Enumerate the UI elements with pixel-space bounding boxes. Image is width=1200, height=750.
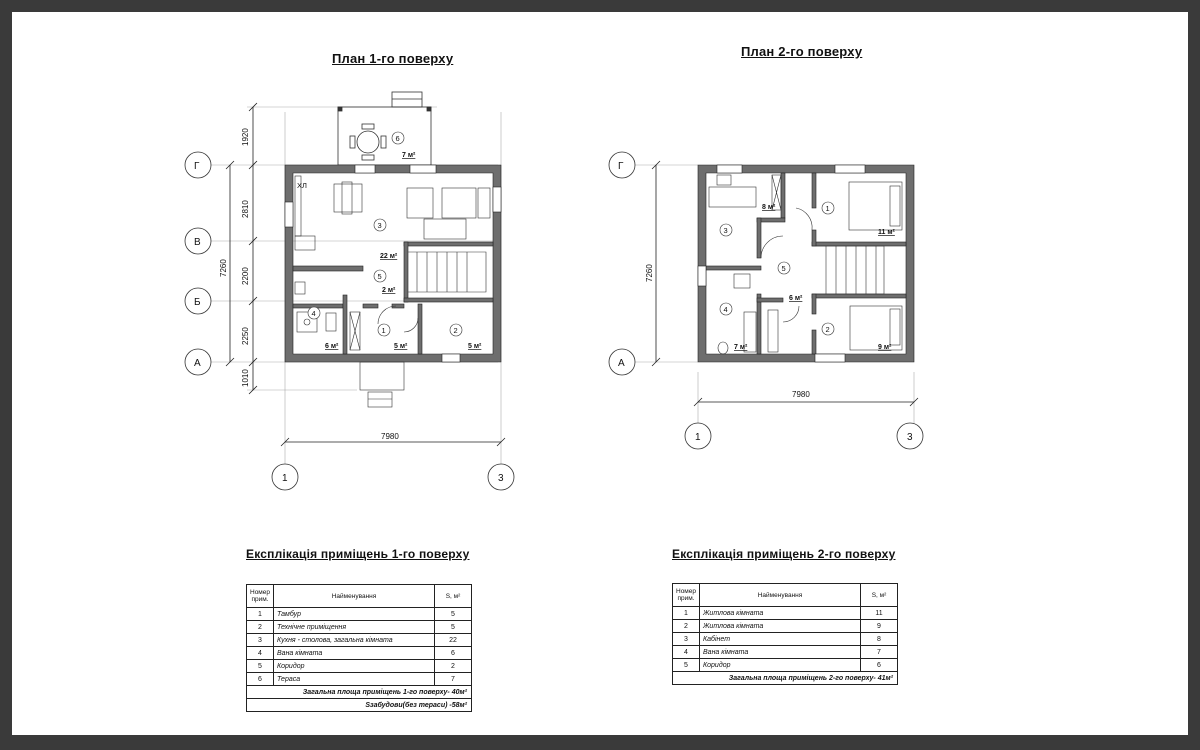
table2-cell-name: Коридор — [700, 659, 861, 672]
table1-cell-area: 5 — [435, 621, 472, 634]
table1-cell-num: 3 — [247, 634, 274, 647]
table2-cell-area: 9 — [861, 620, 898, 633]
table1-cell-num: 1 — [247, 608, 274, 621]
plan1-dim-2810: 2810 — [241, 200, 250, 218]
table2-cell-name: Кабінет — [700, 633, 861, 646]
plan1-area-corridor: 2 м² — [382, 287, 396, 294]
plan2-drawing — [12, 12, 1188, 735]
plan2-axis-1: 1 — [695, 432, 701, 443]
table1-title: Експлікація приміщень 1-го поверху — [246, 547, 470, 561]
plan2-furniture — [709, 175, 902, 354]
table-row — [247, 621, 472, 634]
plan1-dim-7980: 7980 — [381, 432, 399, 441]
plan1-dim-1920: 1920 — [241, 128, 250, 146]
table1-header-row — [247, 585, 472, 608]
plan2-dim-7980: 7980 — [792, 390, 810, 399]
plan2-title: План 2-го поверху — [741, 44, 863, 59]
table2-title: Експлікація приміщень 2-го поверху — [672, 547, 896, 561]
plan1-title: План 1-го поверху — [332, 51, 454, 66]
plan1-axis-V: В — [194, 237, 201, 248]
plan1-dim-2200: 2200 — [241, 267, 250, 285]
table2-cell-area: 11 — [861, 607, 898, 620]
table-row — [247, 634, 472, 647]
table1-cell-area: 5 — [435, 608, 472, 621]
table-row — [673, 607, 898, 620]
plan1-dim-7260: 7260 — [219, 259, 228, 277]
plan2-area-room2: 9 м² — [878, 344, 892, 351]
plan2-dimension-labels — [645, 264, 810, 399]
plan2-area-corridor: 6 м² — [789, 295, 803, 302]
plan2-room-2: 2 — [825, 325, 830, 334]
plan1-area-bath: 6 м² — [325, 343, 339, 350]
plan1-axis-B: Б — [194, 297, 201, 308]
table-row — [673, 633, 898, 646]
table2-cell-area: 8 — [861, 633, 898, 646]
table-row — [247, 673, 472, 686]
table1-cell-name: Тераса — [274, 673, 435, 686]
table2-cell-num: 3 — [673, 633, 700, 646]
table-row — [673, 620, 898, 633]
plan1-axis-G: Г — [194, 161, 200, 172]
table1-cell-num: 5 — [247, 660, 274, 673]
table1-total2-row — [247, 699, 472, 712]
plan2-walls — [698, 165, 914, 362]
plan2-area-bath: 7 м² — [734, 344, 748, 351]
table1-total: Загальна площа приміщень 1-го поверху- 40м² — [247, 686, 472, 699]
table2-cell-name: Вана кімната — [700, 646, 861, 659]
table1-header-area: S, м² — [435, 585, 472, 608]
table1-cell-name: Вана кімната — [274, 647, 435, 660]
plan1-room-3: 3 — [377, 221, 382, 230]
plan1-axis-A: А — [194, 358, 201, 369]
plan2-axis-3: 3 — [907, 432, 913, 443]
plan1-room-4: 4 — [311, 309, 316, 318]
table1-cell-area: 22 — [435, 634, 472, 647]
table2-cell-name: Житлова кімната — [700, 620, 861, 633]
plan2-room-1: 1 — [825, 204, 830, 213]
plan1-area-tech: 5 м² — [468, 343, 482, 350]
plan1-room-5: 5 — [377, 272, 382, 281]
plan2-area-room1: 11 м² — [878, 229, 895, 236]
table2-cell-num: 4 — [673, 646, 700, 659]
plan1-room-6: 6 — [395, 134, 400, 143]
table1-cell-name: Кухня - столова, загальна кімната — [274, 634, 435, 647]
table1 — [246, 584, 472, 712]
table-row — [673, 646, 898, 659]
plan1-area-vestibule: 5 м² — [394, 343, 408, 350]
table2-cell-num: 1 — [673, 607, 700, 620]
table1-cell-name: Тамбур — [274, 608, 435, 621]
plan2-dim-7260: 7260 — [645, 264, 654, 282]
plan1-room-1: 1 — [381, 326, 386, 335]
table1-cell-name: Коридор — [274, 660, 435, 673]
table1-cell-area: 2 — [435, 660, 472, 673]
table1-cell-area: 6 — [435, 647, 472, 660]
plan1-dim-2250: 2250 — [241, 327, 250, 345]
plan1-wardrobe-label: ХЛ — [297, 181, 307, 190]
table-row — [247, 647, 472, 660]
table2-total: Загальна площа приміщень 2-го поверху- 41м² — [673, 672, 898, 685]
table2-cell-area: 7 — [861, 646, 898, 659]
table2-cell-name: Житлова кімната — [700, 607, 861, 620]
table1-cell-num: 4 — [247, 647, 274, 660]
plan2-axis-G: Г — [618, 161, 624, 172]
table1-cell-area: 7 — [435, 673, 472, 686]
table1-cell-num: 2 — [247, 621, 274, 634]
table1-header-name: Найменування — [274, 585, 435, 608]
plan1-axis-3: 3 — [498, 473, 504, 484]
table1-cell-name: Технічне приміщення — [274, 621, 435, 634]
table2-cell-area: 6 — [861, 659, 898, 672]
plan1-axis-1: 1 — [282, 473, 288, 484]
table2-total-row — [673, 672, 898, 685]
table1-total-row — [247, 686, 472, 699]
table2-cell-num: 2 — [673, 620, 700, 633]
plan2-room-5: 5 — [781, 264, 786, 273]
plan1-area-kitchen: 22 м² — [380, 253, 398, 260]
drawing-sheet — [12, 12, 1188, 735]
plan2-room-4: 4 — [723, 305, 728, 314]
table1-header-num: Номер прим. — [247, 585, 274, 608]
table2-header-row — [673, 584, 898, 607]
table-row — [673, 659, 898, 672]
table2-header-name: Найменування — [700, 584, 861, 607]
plan2-axis-A: А — [618, 358, 625, 369]
table2-header-num: Номер прим. — [673, 584, 700, 607]
table-row — [247, 660, 472, 673]
plan2-area-study: 8 м² — [762, 204, 776, 211]
table-row — [247, 608, 472, 621]
table2 — [672, 583, 898, 685]
plan1-room-2: 2 — [453, 326, 458, 335]
plan1-area-terrace: 7 м² — [402, 152, 416, 159]
table2-header-area: S, м² — [861, 584, 898, 607]
table2-cell-num: 5 — [673, 659, 700, 672]
plan2-room-3: 3 — [723, 226, 728, 235]
table1-total2: Sзабудови(без тераси) -58м² — [247, 699, 472, 712]
table1-cell-num: 6 — [247, 673, 274, 686]
plan1-dim-1010: 1010 — [241, 369, 250, 387]
